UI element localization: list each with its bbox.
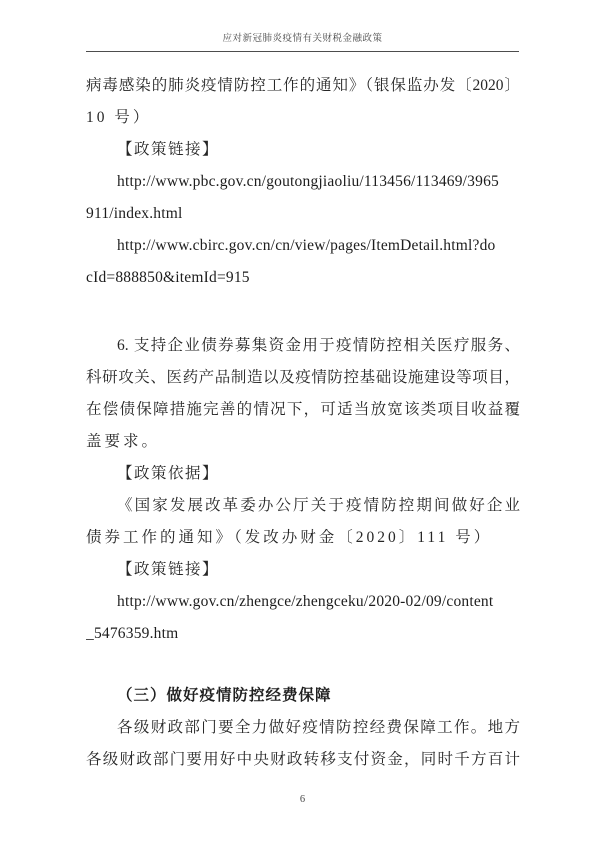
policy-link-label: 【政策链接】 (117, 561, 220, 578)
policy-url-line: cId=888850&itemId=915 (86, 269, 250, 286)
body-line: 病毒感染的肺炎疫情防控工作的通知》（银保监办发〔2020〕 (86, 77, 520, 94)
body-line: 债券工作的通知》（发改办财金〔2020〕111 号） (86, 529, 493, 546)
body-line: 《国家发展改革委办公厅关于疫情防控期间做好企业 (117, 497, 520, 514)
document-content (86, 70, 520, 776)
running-header (86, 0, 519, 52)
section-heading: （三）做好疫情防控经费保障 (117, 687, 332, 704)
policy-url-line: _5476359.htm (86, 625, 179, 642)
policy-url-line: http://www.gov.cn/zhengce/zhengceku/2020-02/09/content (117, 593, 494, 610)
policy-basis-label: 【政策依据】 (117, 465, 220, 482)
body-line: 6. 支持企业债券募集资金用于疫情防控相关医疗服务、 (117, 337, 520, 354)
policy-url-line: 911/index.html (86, 205, 183, 222)
body-line: 科研攻关、医药产品制造以及疫情防控基础设施建设等项目， (86, 369, 520, 386)
header-rule (86, 51, 519, 52)
policy-url-line: http://www.pbc.gov.cn/goutongjiaoliu/113456/113469/3965 (117, 173, 499, 190)
page-number: 6 (299, 794, 306, 805)
running-header-title: 应对新冠肺炎疫情有关财税金融政策 (222, 34, 383, 44)
policy-url-line: http://www.cbirc.gov.cn/cn/view/pages/ItemDetail.html?do (117, 237, 496, 254)
body-line: 在偿债保障措施完善的情况下，可适当放宽该类项目收益覆 (86, 401, 520, 418)
body-line: 各级财政部门要全力做好疫情防控经费保障工作。地方 (117, 719, 520, 736)
policy-link-label: 【政策链接】 (117, 141, 220, 158)
body-line: 盖要求。 (86, 433, 161, 450)
body-line: 各级财政部门要用好中央财政转移支付资金，同时千方百计 (86, 751, 520, 768)
body-line: 10 号） (86, 109, 152, 126)
